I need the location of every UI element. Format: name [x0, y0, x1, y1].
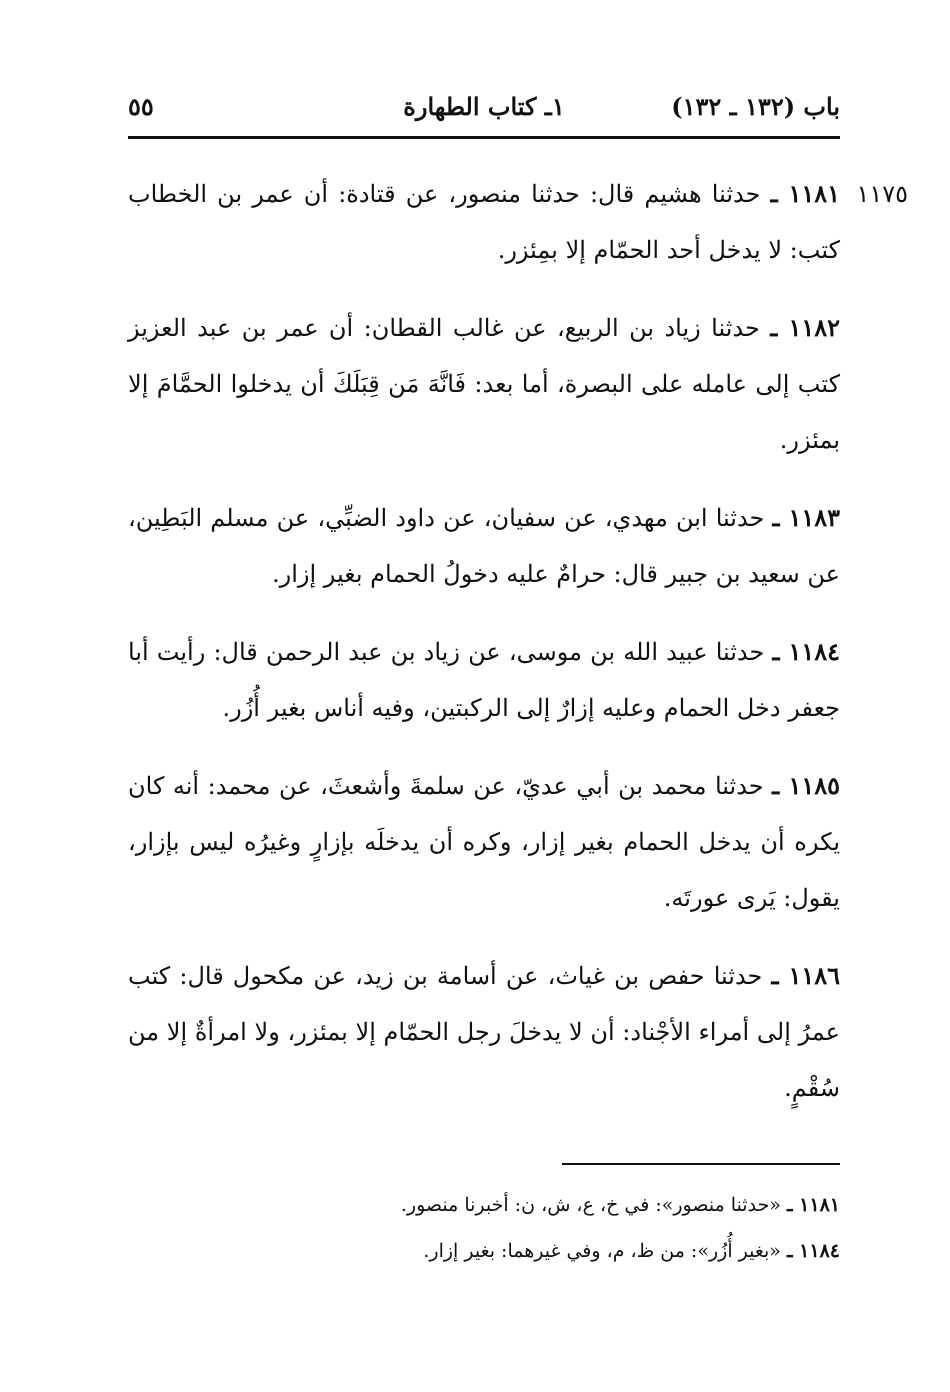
footnote-number: ١١٨٤ ـ	[786, 1240, 840, 1262]
header-chapter: باب (١٣٢ ـ ١٣٢)	[671, 92, 840, 121]
hadith-text: حدثنا محمد بن أبي عديّ، عن سلمةَ وأشعثَ، عن محمد: أنه كان يكره أن يدخل الحمام بغير إزار، وكره أن يدخلَه بإزارٍ وغيرُه ليس بإزار، يقول: يَرى عورتَه.	[128, 772, 840, 912]
hadith-number: ١١٨١ ـ	[770, 179, 840, 208]
header-divider	[128, 136, 840, 139]
footnote-text: «حدثنا منصور»: في خ، ع، ش، ن: أخبرنا منصور.	[400, 1194, 781, 1216]
header-book-title: ١ـ كتاب الطهارة	[403, 92, 565, 121]
running-header	[128, 88, 840, 132]
margin-number: ١١٧٥	[856, 180, 908, 208]
hadith-text: حدثنا زياد بن الربيع، عن غالب القطان: أن عمر بن عبد العزيز كتب إلى عامله على البصرة، أما بعد: فَانَّهَ مَن قِبَلَكَ أن يدخلوا الحمَّامَ إلا بمئزر.	[128, 314, 840, 454]
hadith-number: ١١٨٦ ـ	[771, 961, 840, 990]
hadith-entry	[128, 624, 840, 736]
footnote	[128, 1228, 840, 1274]
hadith-text: حدثنا ابن مهدي، عن سفيان، عن داود الضبِّي، عن مسلم البَطِين، عن سعيد بن جبير قال: حرامٌ عليه دخولُ الحمام بغير إزار.	[128, 504, 840, 588]
hadith-number: ١١٨٣ ـ	[772, 503, 840, 532]
hadith-number: ١١٨٤ ـ	[772, 637, 840, 666]
footnote-number: ١١٨١ ـ	[786, 1194, 840, 1216]
footnote	[128, 1182, 840, 1228]
footnotes	[128, 1182, 840, 1274]
page-number: ٥٥	[128, 92, 154, 121]
hadith-text: حدثنا هشيم قال: حدثنا منصور، عن قتادة: أن عمر بن الخطاب كتب: لا يدخل أحد الحمّام إلا بمِئزر.	[128, 180, 840, 264]
footnote-text: «بغير أُزُر»: من ظ، م، وفي غيرهما: بغير إزار.	[423, 1240, 781, 1262]
hadith-entry	[128, 166, 840, 278]
hadith-text: حدثنا عبيد الله بن موسى، عن زياد بن عبد الرحمن قال: رأيت أبا جعفر دخل الحمام وعليه إزارٌ إلى الركبتين، وفيه أناس بغير أُزُر.	[128, 638, 840, 722]
footnote-divider	[562, 1163, 840, 1165]
hadith-entry	[128, 758, 840, 926]
hadith-entry	[128, 948, 840, 1116]
hadith-entry	[128, 300, 840, 468]
hadith-number: ١١٨٢ ـ	[770, 313, 840, 342]
hadith-entry	[128, 490, 840, 602]
hadith-list	[128, 166, 840, 1138]
hadith-number: ١١٨٥ ـ	[772, 771, 841, 800]
hadith-text: حدثنا حفص بن غياث، عن أسامة بن زيد، عن مكحول قال: كتب عمرُ إلى أمراء الأجْناد: أن لا يدخلَ رجل الحمّام إلا بمئزر، ولا امرأةٌ إلا من سُقْمٍ.	[128, 962, 840, 1102]
